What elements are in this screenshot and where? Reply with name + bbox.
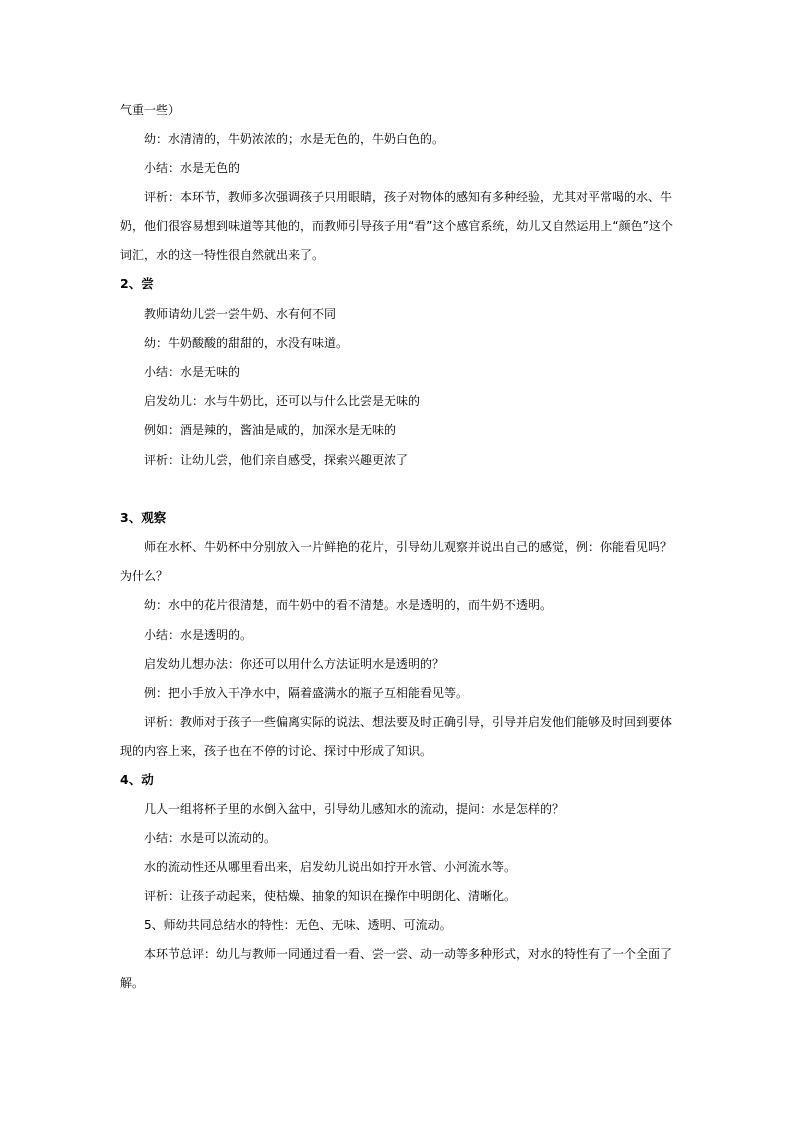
text-line: 本环节总评：幼儿与教师一同通过看一看、尝一尝、动一动等多种形式，对水的特性有了一个全面了 xyxy=(144,947,673,961)
text-line: 小结：水是无味的 xyxy=(144,365,241,379)
text-line: 幼：牛奶酸酸的甜甜的，水没有味道。 xyxy=(144,336,349,350)
text-line: 水的流动性还从哪里看出来，启发幼儿说出如拧开水管、小河流水等。 xyxy=(144,860,517,874)
text-line: 小结：水是无色的 xyxy=(144,161,241,175)
text-line: 例：把小手放入干净水中，隔着盛满水的瓶子互相能看见等。 xyxy=(144,686,469,700)
text-line: 小结：水是透明的。 xyxy=(144,628,253,642)
text-line: 评析：让孩子动起来，使枯燥、抽象的知识在操作中明朗化、清晰化。 xyxy=(144,889,517,903)
text-line: 评析：教师对于孩子一些偏离实际的说法、想法要及时正确引导，引导并启发他们能够及时回到要体 xyxy=(144,715,673,729)
text-line: 幼：水清清的，牛奶浓浓的；水是无色的，牛奶白色的。 xyxy=(144,132,445,146)
text-line: 气重一些） xyxy=(120,103,181,117)
section-heading: 3、观察 xyxy=(120,510,167,525)
section-heading: 4、动 xyxy=(120,772,154,787)
text-line: 词汇，水的这一特性很自然就出来了。 xyxy=(120,248,325,262)
text-line: 评析：本环节，教师多次强调孩子只用眼睛，孩子对物体的感知有多种经验，尤其对平常喝的水、牛 xyxy=(144,190,673,204)
text-line: 师在水杯、牛奶杯中分别放入一片鲜艳的花片，引导幼儿观察并说出自己的感觉，例：你能看见吗？ xyxy=(144,540,673,554)
text-line: 评析：让幼儿尝，他们亲自感受，探索兴趣更浓了 xyxy=(144,453,409,467)
text-line: 现的内容上来，孩子也在不停的讨论、探讨中形成了知识。 xyxy=(120,744,433,758)
text-line: 教师请幼儿尝一尝牛奶、水有何不同 xyxy=(144,307,337,321)
text-line: 启发幼儿想办法：你还可以用什么方法证明水是透明的？ xyxy=(144,657,445,671)
text-line: 启发幼儿：水与牛奶比，还可以与什么比尝是无味的 xyxy=(144,394,421,408)
text-line: 小结：水是可以流动的。 xyxy=(144,831,277,845)
text-line: 5、师幼共同总结水的特性：无色、无味、透明、可流动。 xyxy=(144,918,452,932)
section-heading: 2、尝 xyxy=(120,276,154,291)
text-line: 几人一组将杯子里的水倒入盆中，引导幼儿感知水的流动，提问：水是怎样的？ xyxy=(144,802,565,816)
text-line: 幼：水中的花片很清楚，而牛奶中的看不清楚。水是透明的，而牛奶不透明。 xyxy=(144,598,553,612)
text-line: 奶，他们很容易想到味道等其他的，而教师引导孩子用“看”这个感官系统，幼儿又自然运用上“颜色”这个 xyxy=(120,219,673,233)
text-line: 为什么？ xyxy=(120,569,169,583)
text-line: 例如：酒是辣的，酱油是咸的，加深水是无味的 xyxy=(144,423,397,437)
text-line: 解。 xyxy=(120,976,145,990)
